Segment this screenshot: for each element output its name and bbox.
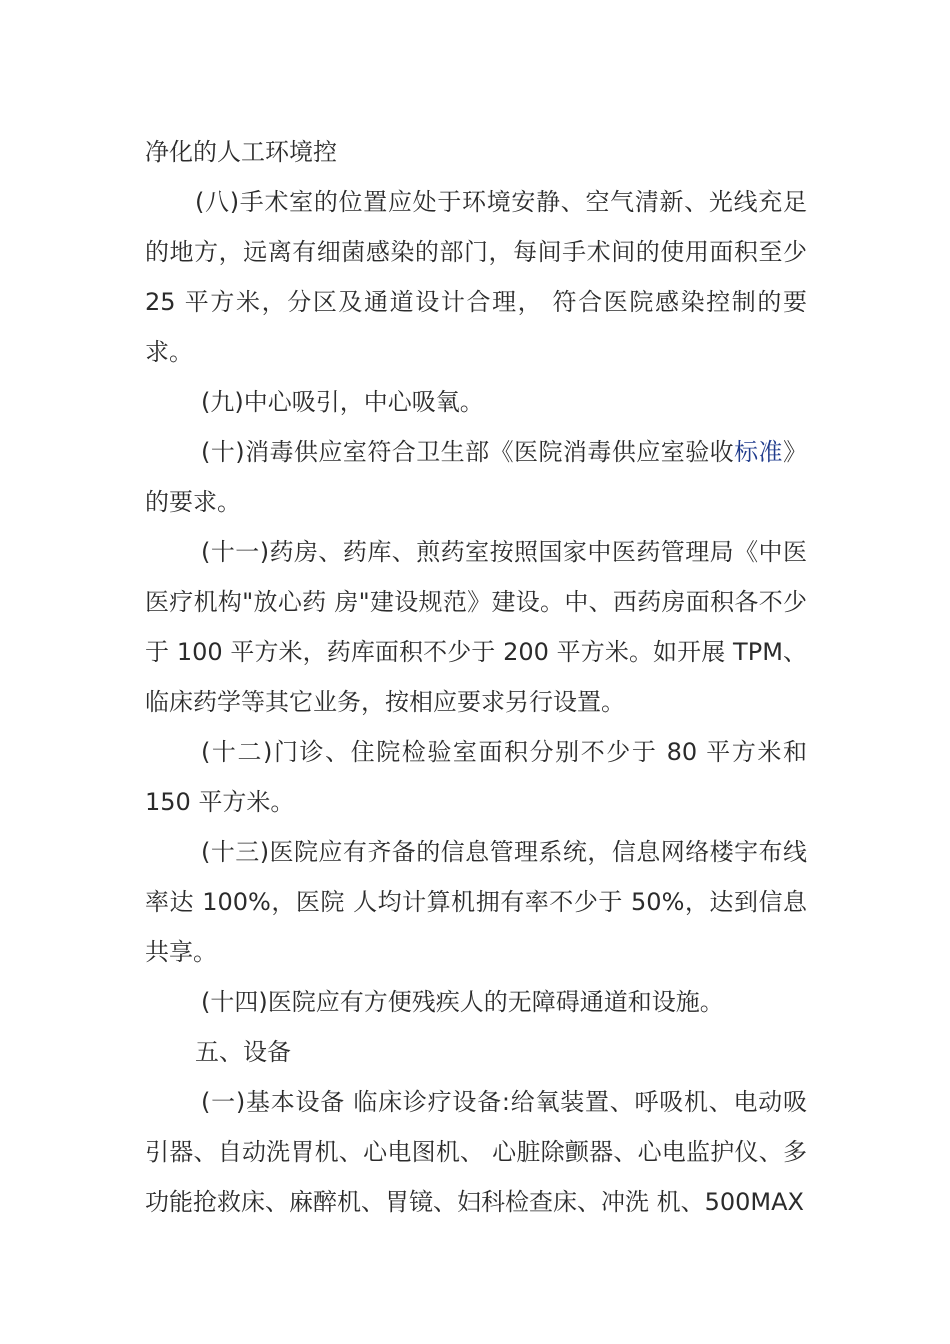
document-body [145,127,807,1227]
standard-link[interactable]: 标准 [734,438,783,466]
paragraph-operating-room: (八)手术室的位置应处于环境安静、空气清新、光线充足的地方，远离有细菌感染的部门，每间手术间的使用面积至少 25 平方米，分区及通道设计合理， 符合医院感染控制的要求。 [145,188,807,366]
section-heading-equipment: 五、设备 [195,1038,291,1066]
paragraph-sterile-supply-tail: 》的要求。 [145,438,807,516]
paragraph-pharmacy: (十一)药房、药库、煎药室按照国家中医药管理局《中医医疗机构"放心药 房"建设规范》建设。中、西药房面积各不少于 100 平方米，药库面积不少于 200 平方米。如开展 TPM、临床药学等其它业务，按相应要求另行设置。 [145,538,807,716]
paragraph-sterile-supply [145,427,807,527]
paragraph-information-system: (十三)医院应有齐备的信息管理系统，信息网络楼宇布线率达 100%，医院 人均计算机拥有率不少于 50%，达到信息共享。 [145,838,807,966]
paragraph-sterile-supply-text: (十)消毒供应室符合卫生部《医院消毒供应室验收 [201,438,735,466]
paragraph-laboratory: (十二)门诊、住院检验室面积分别不少于 80 平方米和 150 平方米。 [145,738,807,816]
paragraph-continuation: 净化的人工环境控 [145,138,337,166]
paragraph-central-suction: (九)中心吸引，中心吸氧。 [201,388,484,416]
paragraph-accessibility: (十四)医院应有方便残疾人的无障碍通道和设施。 [201,988,724,1016]
paragraph-basic-equipment: (一)基本设备 临床诊疗设备:给氧装置、呼吸机、电动吸引器、自动洗胃机、心电图机、 心脏除颤器、心电监护仪、多功能抢救床、麻醉机、胃镜、妇科检查床、冲洗 机、500MAX [145,1088,807,1216]
